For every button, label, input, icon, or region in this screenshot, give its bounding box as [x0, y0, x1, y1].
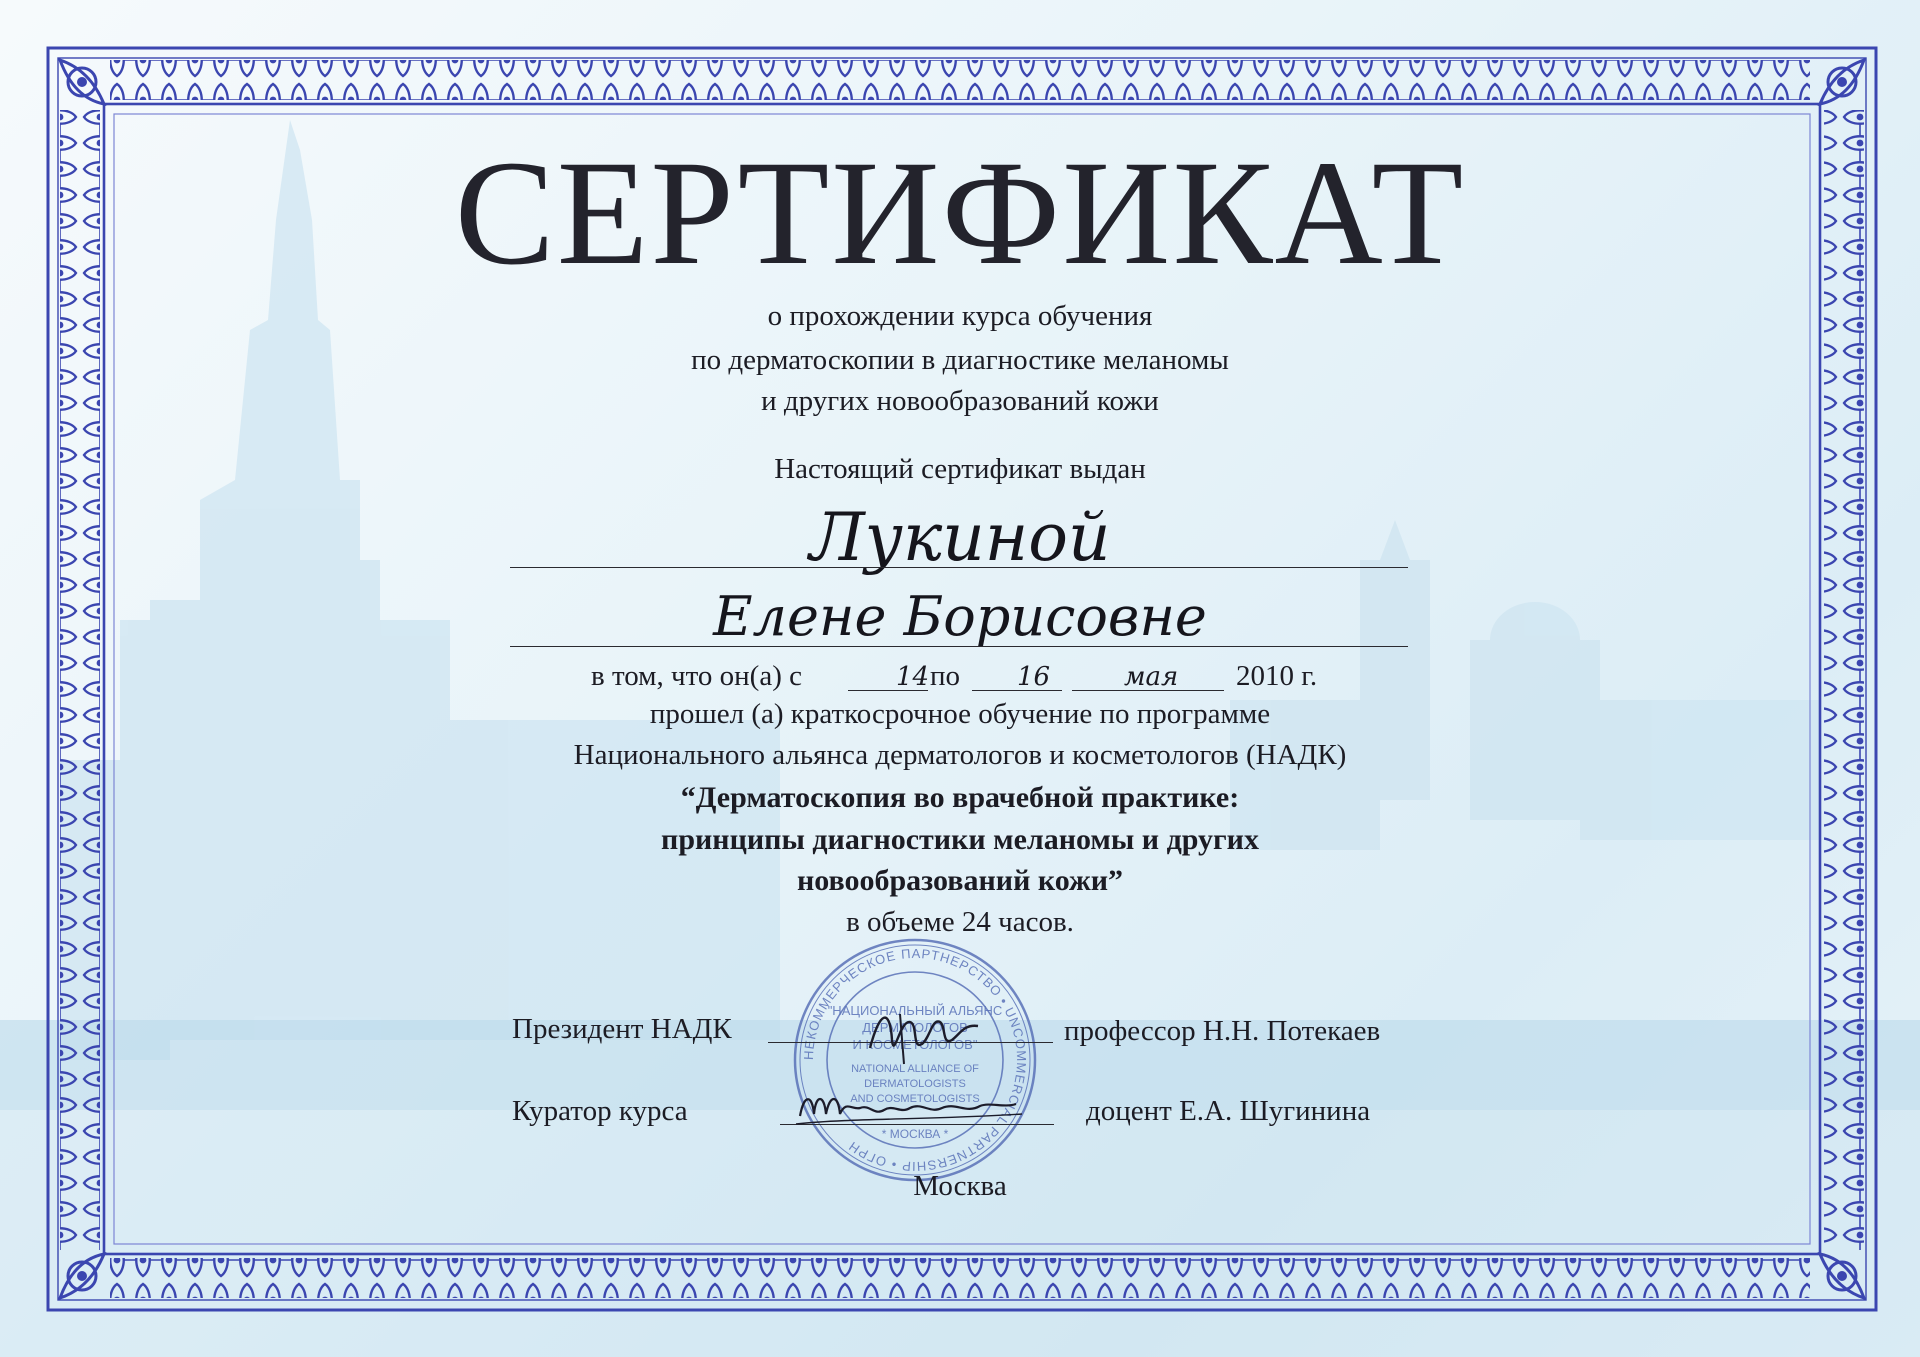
date-prefix: в том, что он(а) с [591, 660, 802, 692]
curator-label: Куратор курса [512, 1095, 688, 1127]
stamp-center-line-5: DERMATOLOGISTS [864, 1078, 966, 1090]
date-year: 2010 г. [1236, 660, 1318, 692]
recipient-surname: Лукиной [809, 499, 1111, 576]
date-connector: по [930, 660, 961, 692]
subtitle-line-1: о прохождении курса обучения [767, 300, 1153, 332]
recipient-name: Елене Борисовне [713, 585, 1207, 648]
president-label: Президент НАДК [512, 1013, 732, 1045]
subtitle-line-2: по дерматоскопии в диагностике меланомы [691, 344, 1229, 376]
stamp-center-line-6: AND COSMETOLOGISTS [850, 1093, 980, 1105]
stamp-center-line-4: NATIONAL ALLIANCE OF [851, 1063, 979, 1075]
president-signature [860, 1000, 990, 1070]
stamp-center-line-2: ДЕРМАТОЛОГОВ [862, 1020, 968, 1035]
president-name: профессор Н.Н. Потекаев [1064, 1015, 1381, 1047]
hours-text: в объеме 24 часов. [846, 906, 1074, 938]
stamp-center-line-1: "НАЦИОНАЛЬНЫЙ АЛЬЯНС [827, 1003, 1003, 1018]
stamp-bottom-text: * МОСКВА * [881, 1127, 949, 1141]
completion-text: прошел (а) краткосрочное обучение по программе [649, 698, 1271, 730]
organization-name: Национального альянса дерматологов и косметологов (НАДК) [573, 739, 1347, 771]
subtitle-line-3: и других новообразований кожи [761, 385, 1159, 417]
certificate-title: СЕРТИФИКАТ [454, 130, 1466, 296]
date-to: 16 [1017, 662, 1051, 692]
date-month: мая [1124, 662, 1179, 692]
date-from: 14 [896, 662, 930, 692]
surname-underline [510, 567, 1408, 568]
program-line-1: “Дерматоскопия во врачебной практике: [680, 781, 1240, 814]
program-line-2: принципы диагностики меланомы и других [661, 823, 1259, 856]
curator-name: доцент Е.А. Шугинина [1086, 1095, 1371, 1127]
program-line-3: новообразований кожи” [796, 864, 1124, 897]
stamp-center-line-3: И КОСМЕТОЛОГОВ" [852, 1037, 978, 1052]
name-underline [510, 646, 1408, 647]
stamp-ring-text: НЕКОММЕРЧЕСКОЕ ПАРТНЕРСТВО • UNCOMMERCIAL PARTNERSHIP • ОГРН [800, 945, 1030, 1175]
city: Москва [913, 1170, 1007, 1202]
curator-signature [790, 1080, 1030, 1140]
issued-to-label: Настоящий сертификат выдан [774, 453, 1146, 485]
